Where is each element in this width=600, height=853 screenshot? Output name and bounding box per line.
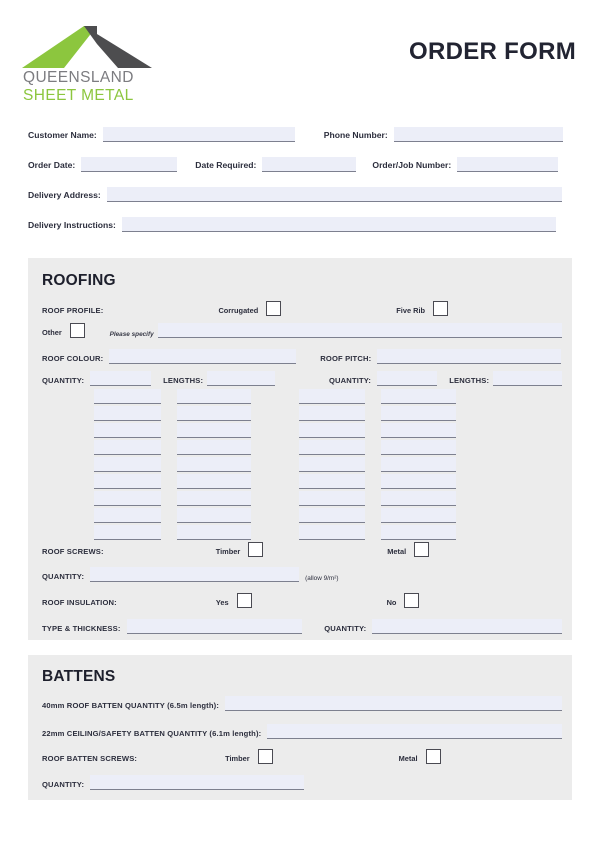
lengths-input-col2-row9[interactable] xyxy=(381,508,456,523)
page-title: ORDER FORM xyxy=(409,38,576,65)
quantity-label-1: QUANTITY: xyxy=(42,376,85,385)
ceiling-batten-quantity-input[interactable] xyxy=(267,724,562,739)
quantity-input-col1-row2[interactable] xyxy=(94,389,161,404)
table-row xyxy=(42,437,562,454)
quantity-input-col1-row10[interactable] xyxy=(94,525,161,540)
batten-quantity-input[interactable] xyxy=(90,775,304,790)
quantity-input-col1-row9[interactable] xyxy=(94,508,161,523)
delivery-instructions-input[interactable] xyxy=(122,217,556,232)
lengths-input-col1-row10[interactable] xyxy=(177,525,251,540)
phone-number-label: Phone Number: xyxy=(323,130,388,140)
roof-profile-row xyxy=(42,298,562,316)
lengths-input-col2-row7[interactable] xyxy=(381,474,456,489)
table-row xyxy=(42,505,562,522)
batten-screws-metal-checkbox[interactable] xyxy=(426,749,441,764)
roof-screws-quantity-label: QUANTITY: xyxy=(42,572,85,581)
roof-screws-metal-label: Metal xyxy=(387,547,407,556)
quantity-input-col2-row1[interactable] xyxy=(377,371,437,386)
table-row xyxy=(42,488,562,505)
lengths-input-col1-row4[interactable] xyxy=(177,423,251,438)
order-date-label: Order Date: xyxy=(28,160,76,170)
lengths-input-col2-row10[interactable] xyxy=(381,525,456,540)
customer-row-1 xyxy=(0,124,600,142)
corrugated-label: Corrugated xyxy=(218,306,259,315)
quantity-input-col2-row10[interactable] xyxy=(299,525,365,540)
lengths-label-2: LENGTHS: xyxy=(449,376,490,385)
ceiling-batten-quantity-label: 22mm CEILING/SAFETY BATTEN QUANTITY (6.1m length): xyxy=(42,729,262,738)
customer-row-2 xyxy=(0,154,600,172)
please-specify-label: Please specify xyxy=(109,331,154,338)
lengths-input-col1-row8[interactable] xyxy=(177,491,251,506)
quantity-input-col2-row7[interactable] xyxy=(299,474,365,489)
lengths-input-col2-row5[interactable] xyxy=(381,440,456,455)
roof-insulation-no-checkbox[interactable] xyxy=(404,593,419,608)
roof-insulation-label: ROOF INSULATION: xyxy=(42,598,117,607)
page-header xyxy=(0,0,600,112)
quantity-input-col2-row4[interactable] xyxy=(299,423,365,438)
insulation-details-row xyxy=(42,618,562,634)
roof-batten-quantity-input[interactable] xyxy=(225,696,562,711)
roof-batten-quantity-label: 40mm ROOF BATTEN QUANTITY (6.5m length): xyxy=(42,701,220,710)
lengths-input-col1-row5[interactable] xyxy=(177,440,251,455)
table-row xyxy=(42,522,562,539)
roof-insulation-yes-checkbox[interactable] xyxy=(237,593,252,608)
quantity-input-col2-row8[interactable] xyxy=(299,491,365,506)
batten-quantity-label: QUANTITY: xyxy=(42,780,85,789)
quantity-input-col1-row6[interactable] xyxy=(94,457,161,472)
roof-insulation-row xyxy=(42,590,562,608)
batten-screws-timber-label: Timber xyxy=(225,754,250,763)
roof-profile-label: ROOF PROFILE: xyxy=(42,306,104,315)
roof-logo-icon xyxy=(22,22,152,68)
roof-colour-label: ROOF COLOUR: xyxy=(42,354,104,363)
logo-text-line2: SHEET METAL xyxy=(23,87,134,104)
other-checkbox[interactable] xyxy=(70,323,85,338)
roof-batten-screws-label: ROOF BATTEN SCREWS: xyxy=(42,754,138,763)
lengths-input-col1-row7[interactable] xyxy=(177,474,251,489)
lengths-input-col1-row3[interactable] xyxy=(177,406,251,421)
batten-screws-metal-label: Metal xyxy=(398,754,418,763)
roof-screws-label: ROOF SCREWS: xyxy=(42,547,104,556)
customer-name-label: Customer Name: xyxy=(28,130,97,140)
quantity-input-col2-row3[interactable] xyxy=(299,406,365,421)
customer-row-3 xyxy=(0,184,600,202)
roof-pitch-input[interactable] xyxy=(377,349,561,364)
roof-batten-quantity-row xyxy=(42,695,562,711)
roof-screws-timber-checkbox[interactable] xyxy=(248,542,263,557)
roof-screws-quantity-input[interactable] xyxy=(90,567,299,582)
delivery-instructions-label: Delivery Instructions: xyxy=(28,220,116,230)
delivery-address-input[interactable] xyxy=(107,187,562,202)
customer-row-4 xyxy=(0,214,600,232)
roof-screws-row xyxy=(42,539,562,557)
table-row xyxy=(42,403,562,420)
quantity-lengths-grid xyxy=(42,370,562,539)
roofing-panel-title: ROOFING xyxy=(42,272,116,289)
quantity-input-col1-row8[interactable] xyxy=(94,491,161,506)
date-required-input[interactable] xyxy=(262,157,356,172)
quantity-lengths-rows xyxy=(42,386,562,539)
quantity-label-2: QUANTITY: xyxy=(328,376,372,385)
quantity-input-col1-row5[interactable] xyxy=(94,440,161,455)
battens-panel xyxy=(28,655,572,800)
quantity-input-col2-row6[interactable] xyxy=(299,457,365,472)
roof-insulation-yes-label: Yes xyxy=(215,598,229,607)
batten-quantity-row xyxy=(42,774,562,790)
roof-batten-screws-row xyxy=(42,746,562,764)
roof-insulation-no-label: No xyxy=(386,598,397,607)
lengths-input-col1-row9[interactable] xyxy=(177,508,251,523)
roof-pitch-label: ROOF PITCH: xyxy=(320,354,372,363)
lengths-input-col1-row6[interactable] xyxy=(177,457,251,472)
phone-number-input[interactable] xyxy=(394,127,563,142)
other-label: Other xyxy=(42,328,62,337)
table-row xyxy=(42,454,562,471)
date-required-label: Date Required: xyxy=(195,160,257,170)
batten-screws-timber-checkbox[interactable] xyxy=(258,749,273,764)
order-job-number-input[interactable] xyxy=(457,157,558,172)
insulation-quantity-input[interactable] xyxy=(372,619,562,634)
lengths-input-col2-row6[interactable] xyxy=(381,457,456,472)
lengths-input-col2-row2[interactable] xyxy=(381,389,456,404)
quantity-input-col1-row4[interactable] xyxy=(94,423,161,438)
lengths-input-col2-row1[interactable] xyxy=(493,371,562,386)
order-job-number-label: Order/Job Number: xyxy=(372,160,452,170)
quantity-input-col1-row3[interactable] xyxy=(94,406,161,421)
type-thickness-input[interactable] xyxy=(127,619,303,634)
lengths-input-col1-row1[interactable] xyxy=(207,371,275,386)
roofing-panel xyxy=(28,258,572,640)
five-rib-label: Five Rib xyxy=(396,306,426,315)
delivery-address-label: Delivery Address: xyxy=(28,190,101,200)
order-date-input[interactable] xyxy=(81,157,177,172)
lengths-label-1: LENGTHS: xyxy=(163,376,204,385)
quantity-input-col1-row7[interactable] xyxy=(94,474,161,489)
roof-screws-metal-checkbox[interactable] xyxy=(414,542,429,557)
battens-panel-title: BATTENS xyxy=(42,668,116,685)
logo-text-line1: QUEENSLAND xyxy=(23,69,134,86)
insulation-quantity-label: QUANTITY: xyxy=(324,624,367,633)
ceiling-batten-quantity-row xyxy=(42,723,562,739)
five-rib-checkbox[interactable] xyxy=(433,301,448,316)
lengths-input-col2-row8[interactable] xyxy=(381,491,456,506)
roof-screws-quantity-row xyxy=(42,566,562,582)
corrugated-checkbox[interactable] xyxy=(266,301,281,316)
quantity-input-col2-row9[interactable] xyxy=(299,508,365,523)
other-profile-input[interactable] xyxy=(158,323,562,338)
quantity-input-col2-row2[interactable] xyxy=(299,389,365,404)
roof-colour-pitch-row xyxy=(42,348,562,364)
table-row xyxy=(42,471,562,488)
company-logo xyxy=(22,22,152,108)
table-row xyxy=(42,386,562,403)
roof-screws-allowance-note: (allow 9/m²) xyxy=(305,575,339,582)
quantity-lengths-header-row xyxy=(42,370,562,386)
lengths-input-col2-row4[interactable] xyxy=(381,423,456,438)
lengths-input-col2-row3[interactable] xyxy=(381,406,456,421)
roof-screws-timber-label: Timber xyxy=(215,547,241,556)
roof-colour-input[interactable] xyxy=(109,349,296,364)
customer-name-input[interactable] xyxy=(103,127,295,142)
table-row xyxy=(42,420,562,437)
lengths-input-col1-row2[interactable] xyxy=(177,389,251,404)
type-thickness-label: TYPE & THICKNESS: xyxy=(42,624,121,633)
quantity-input-col1-row1[interactable] xyxy=(90,371,151,386)
roof-profile-other-row xyxy=(42,320,562,338)
quantity-input-col2-row5[interactable] xyxy=(299,440,365,455)
